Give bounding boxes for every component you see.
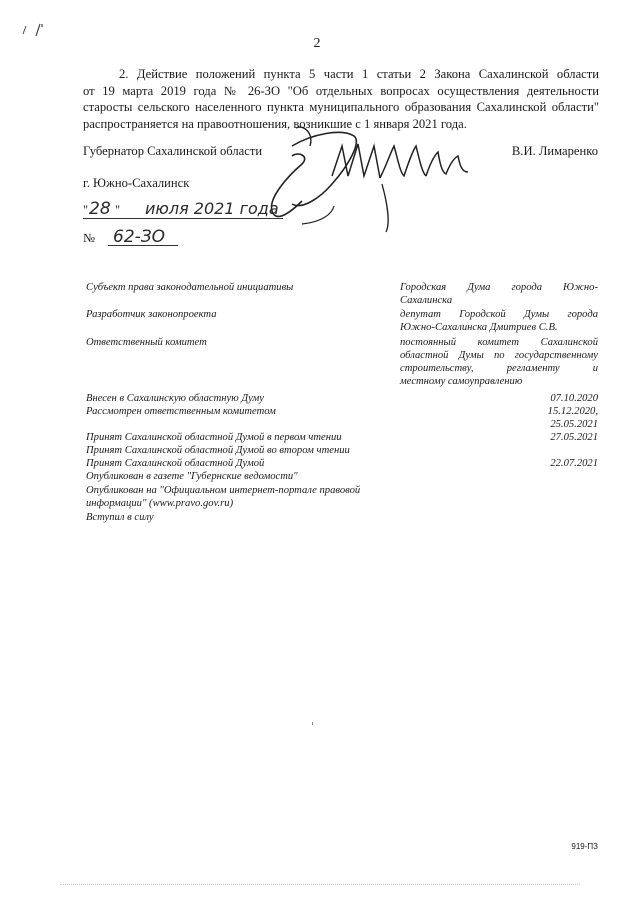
signing-date xyxy=(83,199,283,223)
governor-title: Губернатор Сахалинской области xyxy=(83,144,263,158)
committee-value-line: местному самоуправлению xyxy=(400,376,523,387)
timeline-label: Опубликован в газете "Губернские ведомости" xyxy=(86,471,298,482)
city: г. Южно-Сахалинск xyxy=(83,176,190,190)
developer-label: Разработчик законопроекта xyxy=(86,309,217,320)
governor-name: В.И. Лимаренко xyxy=(511,144,598,158)
number-value: 62-ЗО xyxy=(113,227,166,247)
number-underline xyxy=(108,245,178,246)
initiative-value-line: Сахалинска xyxy=(400,295,453,306)
timeline-date: 22.07.2021 xyxy=(550,458,598,469)
developer-value-line: депутат Городской Думы города xyxy=(400,309,598,320)
law-number xyxy=(83,227,166,247)
developer-value xyxy=(400,308,598,334)
timeline-date: 15.12.2020, xyxy=(547,406,598,417)
timeline-label: информации" (www.pravo.gov.ru) xyxy=(86,498,234,509)
scan-speck xyxy=(312,722,313,725)
timeline-label: Рассмотрен ответственным комитетом xyxy=(86,406,276,417)
date-underline xyxy=(83,218,283,219)
date-open-quote: " xyxy=(83,203,89,217)
committee-label: Ответственный комитет xyxy=(86,337,207,348)
timeline-label: Вступил в силу xyxy=(86,512,154,523)
paragraph-line: распространяется на правоотношения, возникшие с 1 января 2021 года. xyxy=(83,116,467,131)
timeline-date: 25.05.2021 xyxy=(550,419,598,430)
date-close-quote: " xyxy=(115,203,121,217)
paragraph-line: от 19 марта 2019 года № 26-ЗО "Об отдельных вопросах осуществления деятельности xyxy=(83,83,599,98)
timeline-label: Принят Сахалинской областной Думой в первом чтении xyxy=(86,432,342,443)
date-day: 28 xyxy=(89,199,111,219)
timeline-date: 27.05.2021 xyxy=(550,432,598,443)
date-month-year: июля 2021 года xyxy=(145,199,279,218)
paragraph-line: старосты сельского населенного пункта муниципального образования Сахалинской области" xyxy=(83,100,599,114)
timeline-label: Принят Сахалинской областной Думой во втором чтении xyxy=(86,445,350,456)
committee-value-line: областной Думы по государственному xyxy=(400,350,598,361)
signature xyxy=(262,106,482,236)
initiative-value-line: Городская Дума города Южно- xyxy=(400,282,598,293)
signature-icon xyxy=(262,106,482,236)
timeline-date: 07.10.2020 xyxy=(550,393,598,404)
footer-code: 919-ПЗ xyxy=(571,842,598,851)
number-symbol: № xyxy=(83,231,96,245)
timeline-label: Внесен в Сахалинскую областную Думу xyxy=(86,393,264,404)
initiative-value xyxy=(400,281,598,307)
timeline-label: Принят Сахалинской областной Думой xyxy=(86,458,265,469)
scan-noise xyxy=(60,884,580,891)
committee-value-line: строительству, регламенту и xyxy=(400,363,598,374)
paragraph-line: 2. Действие положений пункта 5 части 1 статьи 2 Закона Сахалинской области xyxy=(119,67,599,81)
committee-value xyxy=(400,336,598,388)
initiative-label: Субъект права законодательной инициативы xyxy=(86,282,294,293)
page-number: 2 xyxy=(313,36,321,51)
committee-value-line: постоянный комитет Сахалинской xyxy=(400,337,598,348)
timeline-label: Опубликован на "Официальном интернет-портале правовой xyxy=(86,485,361,496)
developer-value-line: Южно-Сахалинска Дмитриев С.В. xyxy=(400,322,558,333)
